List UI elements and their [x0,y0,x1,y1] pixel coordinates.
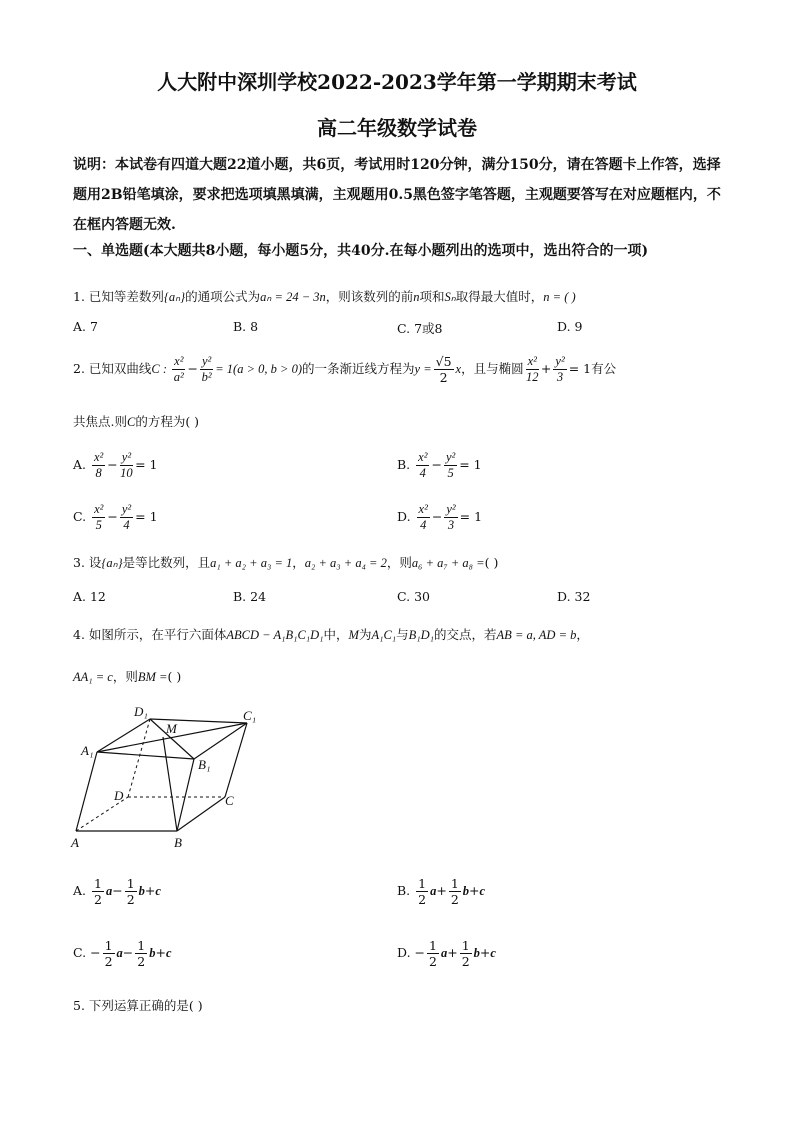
label-d: D [114,788,124,803]
q2-option-b[interactable]: B. $\frac{\text{x²}}{4}$ − $\frac{\text{y²}}{5}$ = 1 [397,450,482,480]
q3-option-a[interactable]: A. 12 [73,589,106,604]
q2-option-d[interactable]: D. $\frac{\text{x²}}{4}$ − $\frac{\text{y²}}{3}$ = 1 [397,502,483,532]
q3-option-b[interactable]: B. 24 [233,589,267,604]
q3-option-c[interactable]: C. 30 [397,589,430,604]
exam-subtitle: 高二年级数学试卷 [317,116,477,140]
parallelepiped-figure [68,700,278,855]
label-c: C [225,793,234,808]
figure-labels [70,704,256,850]
question-2-line-2: 共焦点.则C的方程为( ) [73,414,200,429]
exam-title: 人大附中深圳学校2022-2023学年第一学期期末考试 [157,70,637,94]
q3-option-d[interactable]: D. 32 [557,589,591,604]
edge-c1-c [225,723,247,797]
label-b: B [174,835,182,850]
section-heading: 一、单选题(本大题共8小题，每小题5分，共40分.在每小题列出的选项中，选出符合的一项) [73,243,649,259]
q2-option-a[interactable]: A. $\frac{\text{x²}}{8}$ − $\frac{\text{y²}}{10}$ = 1 [73,450,158,480]
label-c1: C₁ [243,708,257,723]
instructions: 说明：本试卷有四道大题22道小题，共6页，考试用时120分钟，满分150分，请在答题卡上作答，选择题用2B铅笔填涂，要求把选项填黑填满，主观题用0.5黑色签字笔答题，主观题要答写在对应题框内，不在框内答题无效. [73,157,721,233]
q4-option-d[interactable]: D. − $\frac{1}{2}$ a+ $\frac{1}{2}$ b+c [397,938,496,969]
edge-d1-c1 [150,719,247,723]
question-5: 5. 下列运算正确的是( ) [73,998,203,1013]
question-4-line-2: AA₁ = c，则BM =( ) [73,669,182,684]
question-1: 1. 已知等差数列{aₙ}的通项公式为aₙ = 24 − 3n，则该数列的前n项和Sₙ取得最大值时，n = ( ) [73,289,576,304]
q4-option-a[interactable]: A. $\frac{1}{2}$ a− $\frac{1}{2}$ b+c [73,876,161,907]
edge-a1-a [76,752,97,831]
question-3: 3. 设{aₙ}是等比数列，且a₁ + a₂ + a₃ = 1，a₂ + a₃ + a₄ = 2，则a₆ + a₇ + a₈ =( ) [73,555,499,570]
question-4: 4. 如图所示，在平行六面体ABCD − A₁B₁C₁D₁中，M为A₁C₁与B₁D₁的交点，若AB = a, AD = b， [73,627,589,642]
label-a: A [71,835,79,850]
q4-option-b[interactable]: B. $\frac{1}{2}$ a+ $\frac{1}{2}$ b+c [397,876,486,907]
q2-option-c[interactable]: C. $\frac{\text{x²}}{5}$ − $\frac{\text{y²}}{4}$ = 1 [73,502,158,532]
edge-a1-b1 [97,752,194,759]
label-m: M [166,721,177,736]
q4-option-c[interactable]: C. − $\frac{1}{2}$ a− $\frac{1}{2}$ b+c [73,938,172,969]
segment-m-b [163,737,177,831]
q1-option-a[interactable]: A. 7 [73,319,98,334]
q1-option-b[interactable]: B. 8 [233,319,259,334]
hidden-edges [76,719,225,831]
question-2: 2. 已知双曲线C : $\frac{\text{x²}}{\text{a²}}$ − $\frac{\text{y²}}{\text{b²}}$ = 1(a > 0, b > 0)的一条渐近线方程为y = $\frac{√5}{2}$ x，且与椭圆 $\frac{\text{x²}}{12}$ + $\frac{\text{y²}}{3}$ = 1有公 [73,354,617,385]
label-b1: B₁ [198,757,211,772]
q1-option-c[interactable]: C. 7或8 [397,321,443,336]
q1-option-d[interactable]: D. 9 [557,319,583,334]
label-a1: A₁ [81,743,94,758]
label-d1: D₁ [134,704,148,719]
